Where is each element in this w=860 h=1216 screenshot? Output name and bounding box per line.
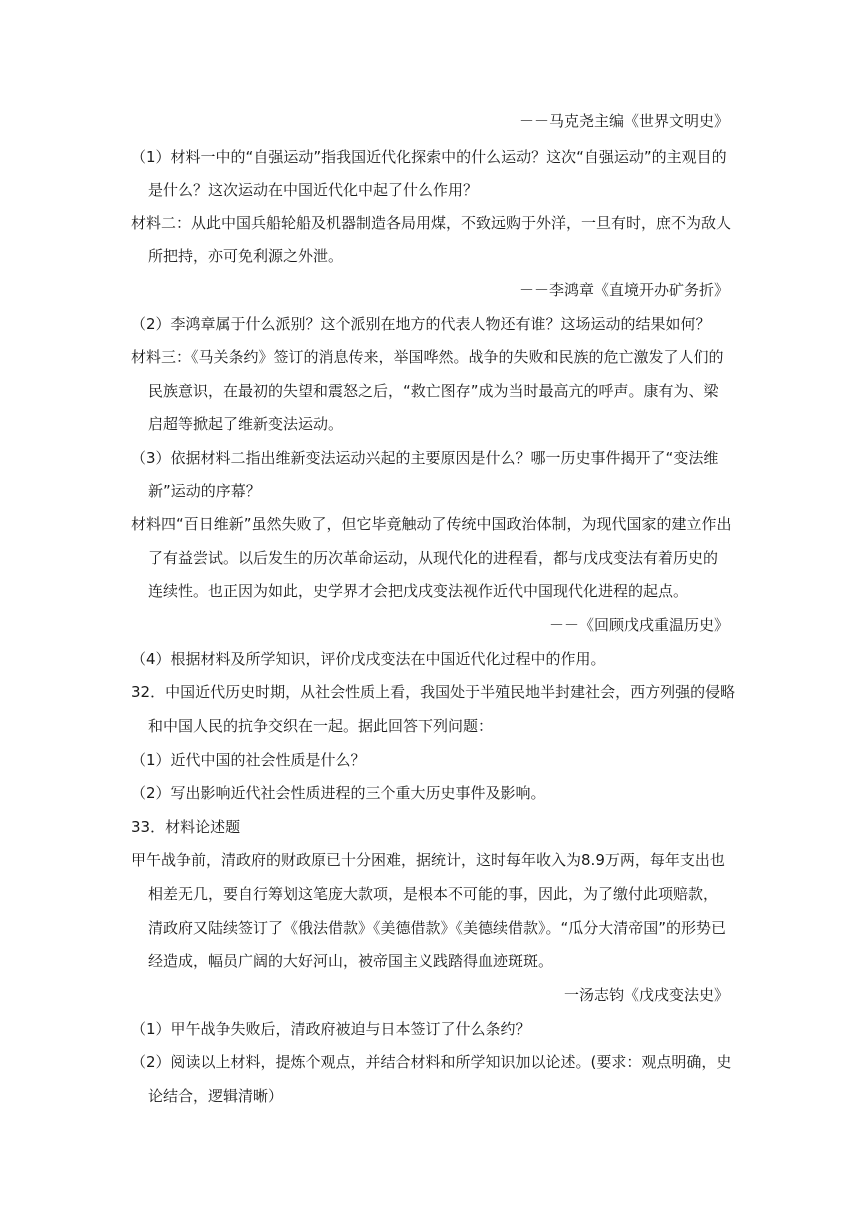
material-text: 材料三：《马关条约》签订的消息传来，举国哗然。战争的失败和民族的危亡激发了人们的 [131,348,724,366]
source-citation: －－《回顾戊戌重温历史》 [548,616,729,634]
question-text: 是什么？这次运动在中国近代化中起了什么作用？ [148,181,479,199]
question-text: （1）材料一中的“自强运动”指我国近代化探索中的什么运动？这次“自强运动”的主观目的 [131,148,727,166]
material-text: 启超等掀起了维新变法运动。 [148,415,344,433]
problem-heading: 33．材料论述题 [131,818,241,836]
question-text: （4）根据材料及所学知识，评价戊戌变法在中国近代化过程中的作用。 [131,650,606,668]
question-text: （1）近代中国的社会性质是什么？ [131,751,366,769]
question-text: 新”运动的序幕？ [148,482,261,500]
material-text: 甲午战争前，清政府的财政原已十分困难，据统计，这时每年收入为8.9万两，每年支出也 [131,851,725,869]
material-text: 清政府又陆续签订了《俄法借款》《美德借款》《美德续借款》。“瓜分大清帝国”的形势已 [148,919,727,937]
material-text: 了有益尝试。以后发生的历次革命运动，从现代化的进程看，都与戊戌变法有着历史的 [148,549,719,567]
material-text: 连续性。也正因为如此，史学界才会把戊戌变法视作近代中国现代化进程的起点。 [148,582,689,600]
source-citation: 一汤志钧《戊戌变法史》 [563,986,729,1004]
material-text: 材料二：从此中国兵船轮船及机器制造各局用煤，不致远购于外洋，一旦有时，庶不为敌人 [131,214,732,232]
problem-text: 32．中国近代历史时期，从社会性质上看，我国处于半殖民地半封建社会，西方列强的侵略 [131,683,736,701]
problem-text: 和中国人民的抗争交织在一起。据此回答下列问题： [148,717,494,735]
source-citation: －－李鸿章《直境开办矿务折》 [518,281,729,299]
material-text: 所把持，亦可免利源之外泄。 [148,247,344,265]
question-text: （1）甲午战争失败后，清政府被迫与日本签订了什么条约？ [131,1020,531,1038]
question-text: 论结合，逻辑清晰） [148,1087,284,1105]
question-text: （3）依据材料二指出维新变法运动兴起的主要原因是什么？哪一历史事件揭开了“变法维 [131,449,719,467]
material-text: 经造成，幅员广阔的大好河山，被帝国主义践踏得血迹斑斑。 [148,952,554,970]
material-text: 民族意识，在最初的失望和震怒之后，“救亡图存”成为当时最高亢的呼声。康有为、梁 [148,382,719,400]
material-text: 材料四“百日维新”虽然失败了，但它毕竟触动了传统中国政治体制，为现代国家的建立作出 [131,515,732,533]
material-text: 相差无几，要自行筹划这笔庞大款项，是根本不可能的事，因此，为了缴付此项赔款， [148,885,719,903]
question-text: （2）李鸿章属于什么派别？这个派别在地方的代表人物还有谁？这场运动的结果如何？ [131,315,711,333]
source-citation: －－马克尧主编《世界文明史》 [518,112,729,130]
question-text: （2）阅读以上材料，提炼个观点，并结合材料和所学知识加以论述。(要求：观点明确，史 [131,1053,732,1071]
question-text: （2）写出影响近代社会性质进程的三个重大历史事件及影响。 [131,784,546,802]
